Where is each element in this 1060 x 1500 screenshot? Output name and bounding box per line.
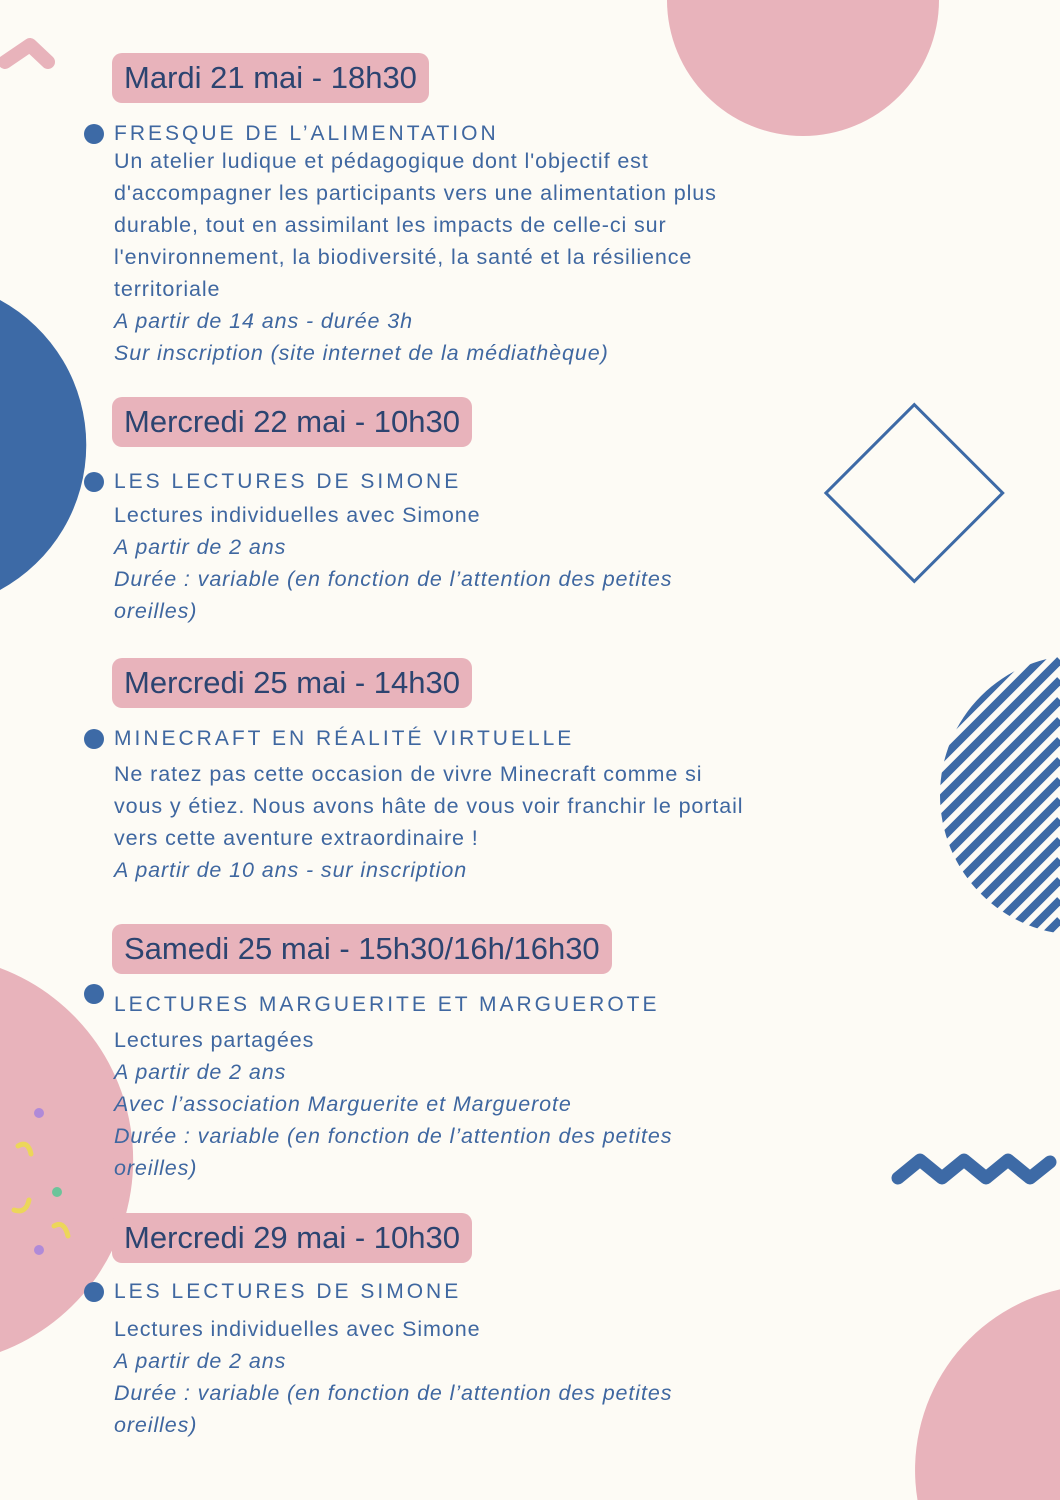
event-3 bbox=[84, 658, 864, 886]
description-line: vers cette aventure extraordinaire ! bbox=[114, 826, 479, 850]
pink-circle-bottom-right bbox=[915, 1289, 1060, 1500]
blue-circle-left bbox=[0, 300, 86, 590]
info-line: oreilles) bbox=[114, 599, 198, 623]
pink-chevron bbox=[5, 45, 48, 62]
info-line: oreilles) bbox=[114, 1413, 198, 1437]
event-title: LES LECTURES DE SIMONE bbox=[114, 470, 462, 493]
bullet-icon bbox=[84, 472, 104, 492]
striped-circle bbox=[900, 540, 1060, 1100]
event-date: Mercredi 29 mai - 10h30 bbox=[112, 1213, 472, 1263]
description-line: vous y étiez. Nous avons hâte de vous voir franchir le portail bbox=[114, 794, 744, 818]
description-line: Ne ratez pas cette occasion de vivre Minecraft comme si bbox=[114, 762, 703, 786]
description-line: Lectures individuelles avec Simone bbox=[114, 503, 481, 527]
event-title: FRESQUE DE L’ALIMENTATION bbox=[114, 122, 499, 145]
event-date: Mercredi 22 mai - 10h30 bbox=[112, 397, 472, 447]
description-line: territoriale bbox=[114, 277, 221, 301]
info-line: Sur inscription (site internet de la médiathèque) bbox=[114, 341, 609, 365]
info-line: Avec l’association Marguerite et Marguerote bbox=[114, 1092, 572, 1116]
event-date: Mercredi 25 mai - 14h30 bbox=[112, 658, 472, 708]
event-title: LES LECTURES DE SIMONE bbox=[114, 1280, 462, 1303]
info-line: Durée : variable (en fonction de l’attention des petites bbox=[114, 1381, 673, 1405]
info-line: oreilles) bbox=[114, 1156, 198, 1180]
description-line: Lectures individuelles avec Simone bbox=[114, 1317, 481, 1341]
bullet-icon bbox=[84, 1282, 104, 1302]
info-line: A partir de 2 ans bbox=[114, 1060, 287, 1084]
info-line: A partir de 14 ans - durée 3h bbox=[114, 309, 413, 333]
info-line: Durée : variable (en fonction de l’attention des petites bbox=[114, 1124, 673, 1148]
info-line: A partir de 2 ans bbox=[114, 535, 287, 559]
description-line: l'environnement, la biodiversité, la santé et la résilience bbox=[114, 245, 693, 269]
description-line: d'accompagner les participants vers une alimentation plus bbox=[114, 181, 717, 205]
info-line: A partir de 10 ans - sur inscription bbox=[114, 858, 468, 882]
event-date: Mardi 21 mai - 18h30 bbox=[112, 53, 429, 103]
info-line: Durée : variable (en fonction de l’attention des petites bbox=[114, 567, 673, 591]
event-title: MINECRAFT EN RÉALITÉ VIRTUELLE bbox=[114, 727, 575, 750]
bullet-icon bbox=[84, 729, 104, 749]
bullet-icon bbox=[84, 984, 104, 1004]
blue-zigzag bbox=[898, 1160, 1050, 1178]
event-1 bbox=[84, 53, 864, 369]
event-title: LECTURES MARGUERITE ET MARGUEROTE bbox=[114, 993, 660, 1016]
info-line: A partir de 2 ans bbox=[114, 1349, 287, 1373]
bullet-icon bbox=[84, 124, 104, 144]
event-4 bbox=[84, 924, 864, 1184]
description-line: Lectures partagées bbox=[114, 1028, 315, 1052]
event-5 bbox=[84, 1213, 864, 1441]
event-date: Samedi 25 mai - 15h30/16h/16h30 bbox=[112, 924, 612, 974]
description-line: Un atelier ludique et pédagogique dont l'objectif est bbox=[114, 149, 649, 173]
description-line: durable, tout en assimilant les impacts de celle-ci sur bbox=[114, 213, 667, 237]
event-2 bbox=[84, 397, 864, 627]
